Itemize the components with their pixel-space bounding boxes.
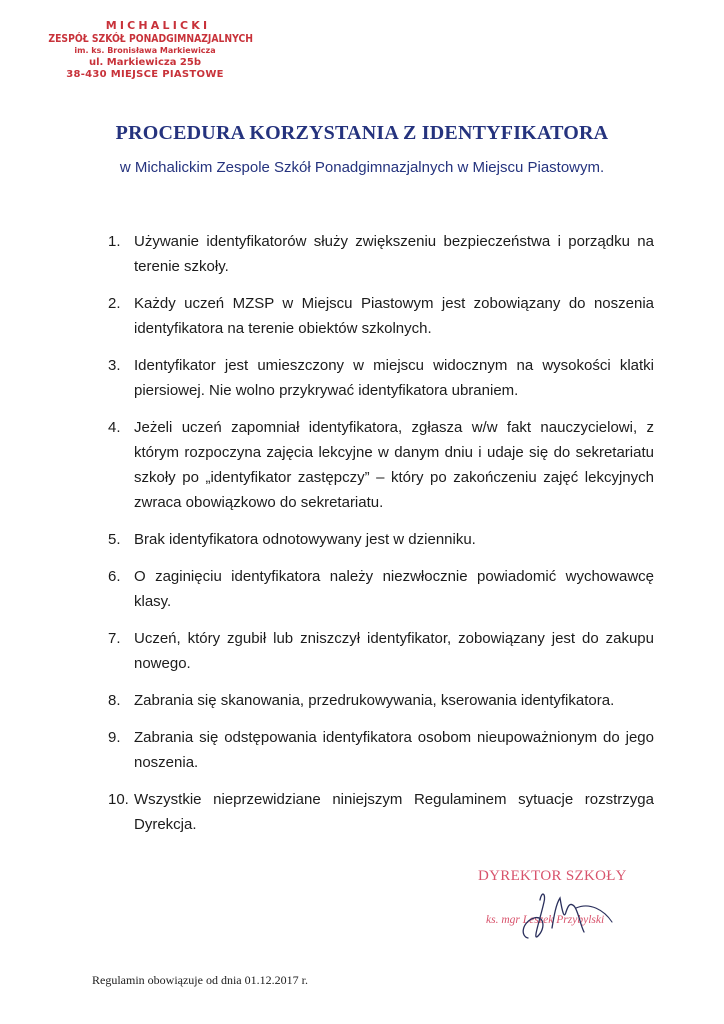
- rule-item: [108, 688, 654, 713]
- rule-text: Zabrania się odstępowania identyfikatora osobom nieupoważnionym do jego noszenia.: [134, 729, 654, 771]
- rule-number: 2.: [108, 295, 121, 312]
- rule-number: 10.: [108, 791, 129, 808]
- rule-item: [108, 564, 654, 614]
- rule-text: Identyfikator jest umieszczony w miejscu widocznym na wysokości klatki piersiowej. Nie wolno przykrywać identyfikatora ubraniem.: [134, 357, 654, 399]
- stamp-line-city: 38-430 MIEJSCE PIASTOWE: [66, 68, 224, 80]
- director-stamp-title: DYREKTOR SZKOŁY: [478, 868, 627, 884]
- stamp-line-school-name: MICHALICKI: [105, 19, 211, 32]
- rules-list: [108, 229, 654, 849]
- rule-item: [108, 787, 654, 837]
- rule-text: O zaginięciu identyfikatora należy niezwłocznie powiadomić wychowawcę klasy.: [134, 568, 654, 610]
- rule-text: Brak identyfikatora odnotowywany jest w dzienniku.: [134, 531, 476, 548]
- stamp-line-patron: im. ks. Bronisława Markiewicza: [74, 45, 216, 55]
- stamp-line-school-type: ZESPÓŁ SZKÓŁ PONADGIMNAZJALNYCH: [48, 32, 254, 46]
- director-stamp-name: ks. mgr Leszek Przybylski: [486, 914, 605, 926]
- rule-item: [108, 527, 654, 552]
- rule-text: Jeżeli uczeń zapomniał identyfikatora, zgłasza w/w fakt nauczycielowi, z którym rozpoczyna zajęcia lekcyjne w danym dniu i udaje się do sekretariatu szkoły po „identyfikator zastępczy” – który po zakończeniu zajęć lekcyjnych zwraca obowiązkowo do sekretariatu.: [134, 419, 654, 511]
- rule-number: 6.: [108, 568, 121, 585]
- rule-item: [108, 353, 654, 403]
- rule-text: Wszystkie nieprzewidziane niniejszym Regulaminem sytuacje rozstrzyga Dyrekcja.: [134, 791, 654, 833]
- rule-number: 9.: [108, 729, 121, 746]
- rule-number: 8.: [108, 692, 121, 709]
- validity-note: Regulamin obowiązuje od dnia 01.12.2017 r.: [92, 973, 308, 987]
- handwritten-signature: [500, 880, 630, 950]
- rule-number: 4.: [108, 419, 121, 436]
- rule-text: Uczeń, który zgubił lub zniszczył identyfikator, zobowiązany jest do zakupu nowego.: [134, 630, 654, 672]
- stamp-line-street: ul. Markiewicza 25b: [88, 56, 202, 68]
- document-subtitle: w Michalickim Zespole Szkół Ponadgimnazjalnych w Miejscu Piastowym.: [119, 159, 605, 176]
- rule-item: [108, 626, 654, 676]
- rule-number: 7.: [108, 630, 121, 647]
- rule-text: Każdy uczeń MZSP w Miejscu Piastowym jest zobowiązany do noszenia identyfikatora na terenie obiektów szkolnych.: [134, 295, 654, 337]
- rule-number: 1.: [108, 233, 121, 250]
- rule-item: [108, 415, 654, 515]
- rule-text: Używanie identyfikatorów służy zwiększeniu bezpieczeństwa i porządku na terenie szkoły.: [134, 233, 654, 275]
- rule-number: 3.: [108, 357, 121, 374]
- rule-item: [108, 291, 654, 341]
- document-title: PROCEDURA KORZYSTANIA Z IDENTYFIKATORA: [115, 122, 609, 144]
- rule-number: 5.: [108, 531, 121, 548]
- rule-item: [108, 229, 654, 279]
- rule-item: [108, 725, 654, 775]
- rule-text: Zabrania się skanowania, przedrukowywania, kserowania identyfikatora.: [134, 692, 615, 709]
- school-stamp: [30, 20, 260, 80]
